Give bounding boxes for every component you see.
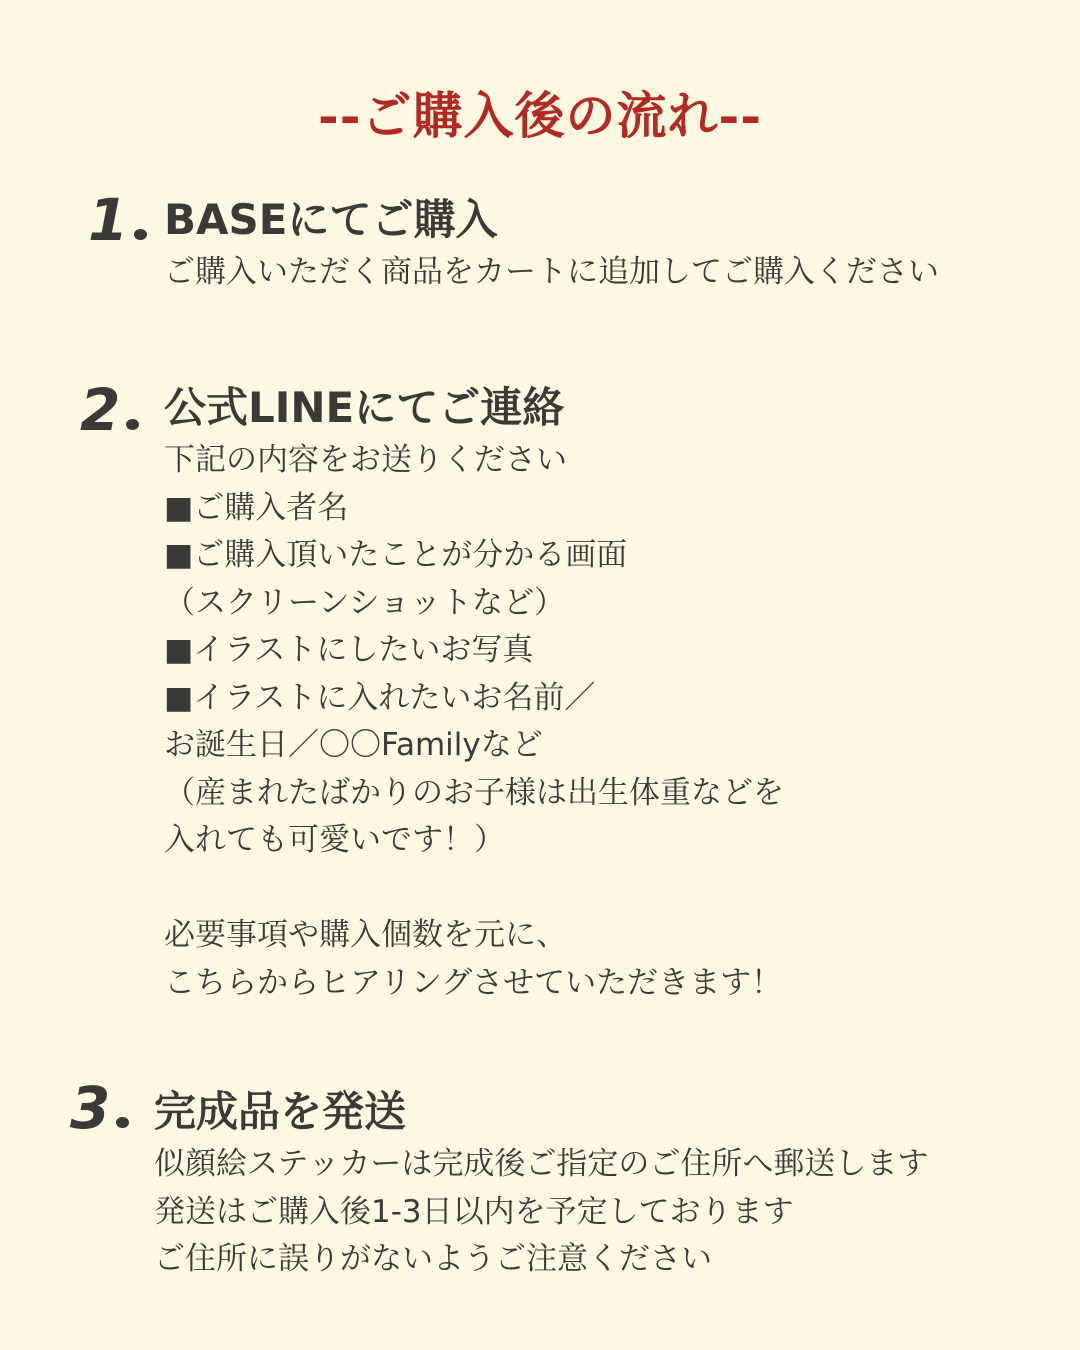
step-2-line: 入れても可愛いです！）	[164, 822, 505, 858]
step-number-3: 3	[70, 1078, 129, 1138]
step-2-blank-line	[164, 865, 784, 913]
step-2-heading: 公式LINEにてご連絡	[164, 383, 565, 432]
step-2-line: こちらからヒアリングさせていただきます！	[164, 964, 783, 1001]
step-3-line: ご住所に誤りがないようご注意ください	[154, 1241, 712, 1277]
step-2-line: （産まれたばかりのお子様は出生体重などを	[164, 774, 784, 811]
step-2-line: ■イラストに入れたいお名前／	[164, 679, 596, 716]
step-1-body	[164, 249, 939, 297]
step-2-line: ■ご購入者名	[164, 489, 349, 526]
step-2-line: （スクリーンショットなど）	[164, 584, 565, 621]
step-3-body	[154, 1141, 928, 1284]
step-number-1: 1	[88, 190, 147, 250]
step-3-heading: 完成品を発送	[154, 1087, 407, 1136]
step-2-line: ■イラストにしたいお写真	[164, 632, 534, 668]
step-2-line: 必要事項や購入個数を元に、	[164, 917, 567, 953]
step-3-line: 発送はご購入後1-3日以内を予定しております	[154, 1193, 794, 1230]
step-2-line: ■ご購入頂いたことが分かる画面	[164, 537, 628, 573]
step-3-line: 似顔絵ステッカーは完成後ご指定のご住所へ郵送します	[154, 1146, 929, 1182]
step-number-dot	[134, 229, 147, 240]
step-number-dot	[116, 1117, 129, 1128]
step-2-line: 下記の内容をお送りください	[164, 442, 567, 478]
step-number-dot	[126, 419, 139, 430]
page-title: --ご購入後の流れ--	[317, 86, 762, 145]
step-2-body	[164, 437, 784, 1007]
step-2-line: お誕生日／〇〇Familyなど	[164, 727, 543, 763]
step-1-line: ご購入いただく商品をカートに追加してご購入ください	[164, 254, 939, 290]
step-1-heading: BASEにてご購入	[164, 195, 498, 244]
step-number-2: 2	[80, 380, 139, 440]
